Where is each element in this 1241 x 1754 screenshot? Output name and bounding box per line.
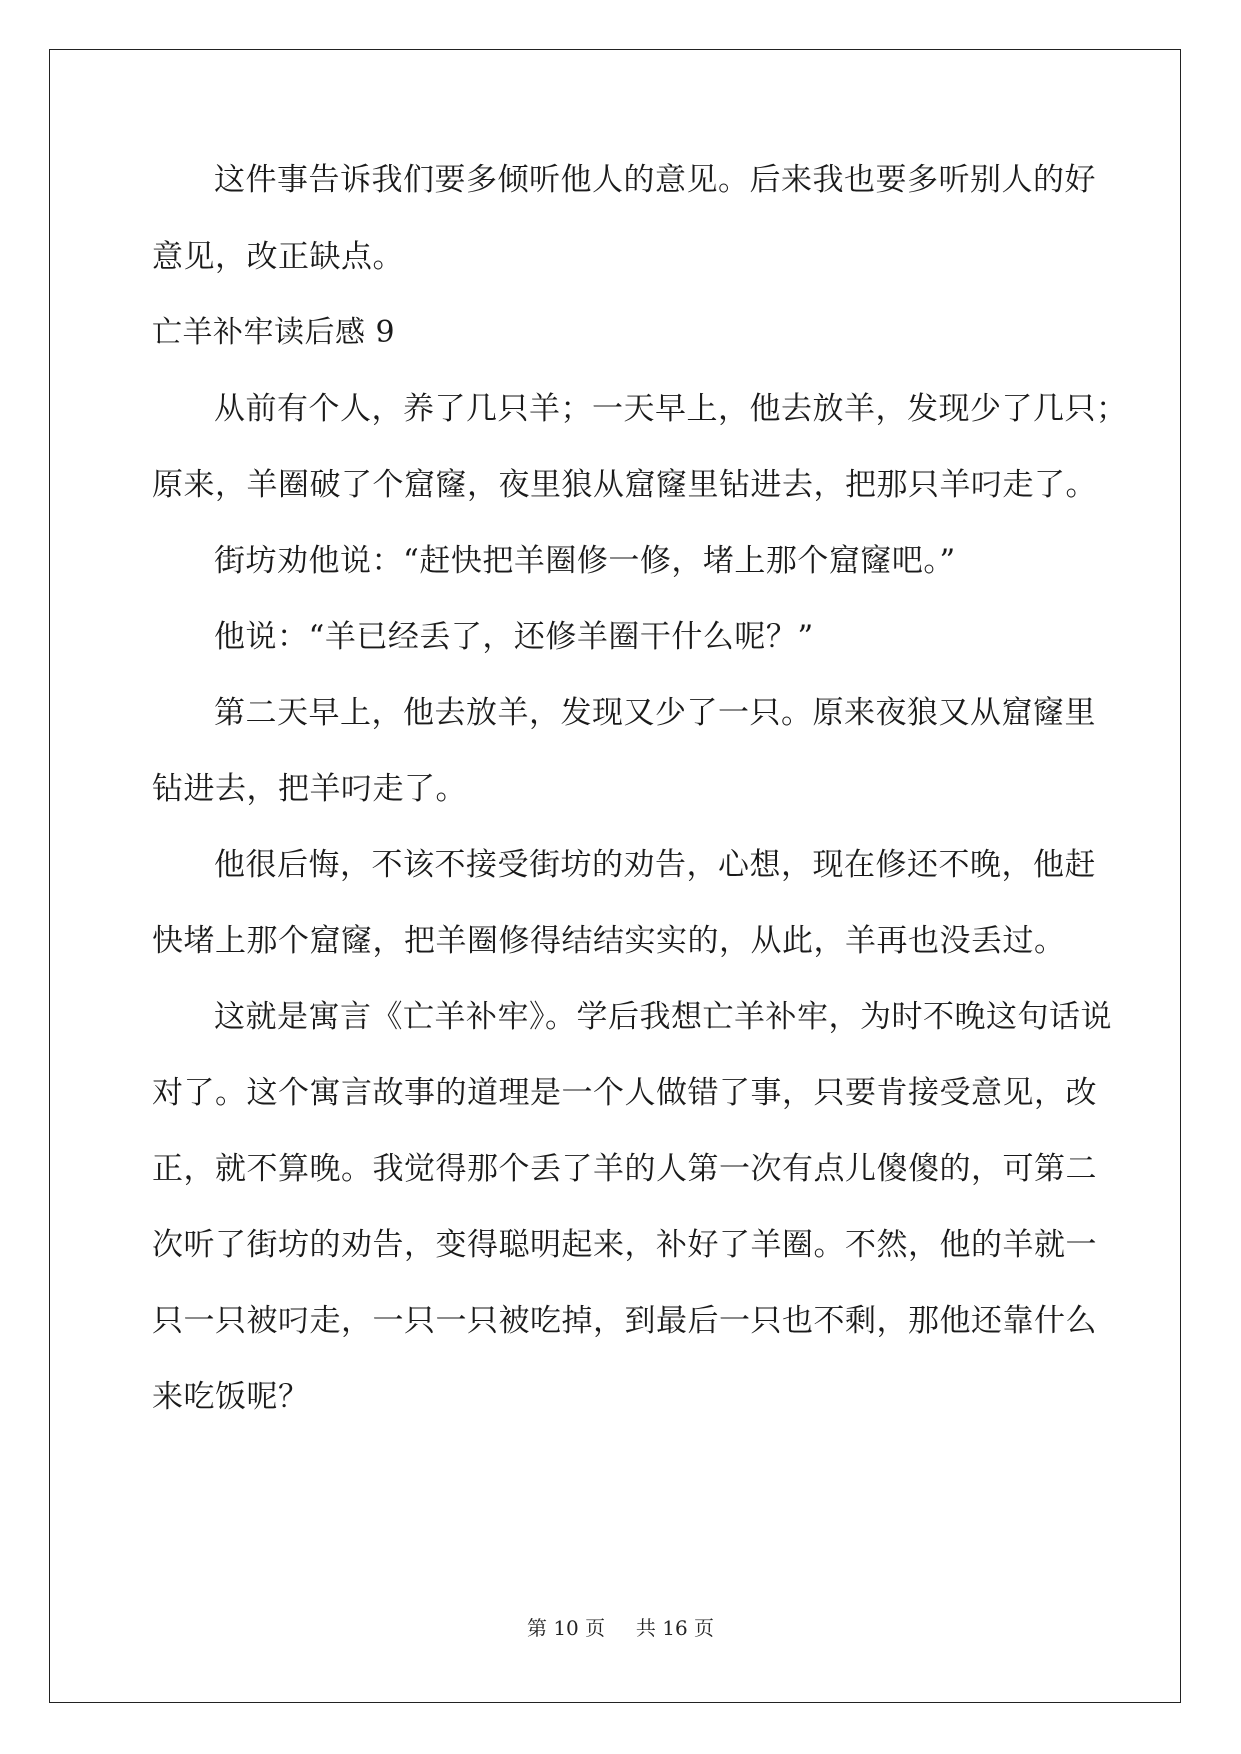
paragraph-line: 他很后悔，不该不接受街坊的劝告，心想，现在修还不晚，他赶	[214, 847, 1096, 883]
paragraph-line: 只一只被叼走，一只一只被吃掉，到最后一只也不剩，那他还靠什么	[152, 1303, 1097, 1339]
paragraph-line: 从前有个人，养了几只羊；一天早上，他去放羊，发现少了几只；	[214, 391, 1128, 427]
page-footer	[0, 1612, 1241, 1641]
paragraph-line: 原来，羊圈破了个窟窿，夜里狼从窟窿里钻进去，把那只羊叼走了。	[152, 467, 1097, 503]
paragraph-line: 钻进去，把羊叼走了。	[152, 771, 467, 807]
paragraph-line: 快堵上那个窟窿，把羊圈修得结结实实的，从此，羊再也没丢过。	[152, 923, 1066, 959]
paragraph-line: 对了。这个寓言故事的道理是一个人做错了事，只要肯接受意见，改	[152, 1075, 1097, 1111]
paragraph-line: 来吃饭呢？	[152, 1379, 310, 1415]
paragraph-line: 这就是寓言《亡羊补牢》。学后我想亡羊补牢，为时不晚这句话说	[214, 999, 1112, 1035]
section-heading: 亡羊补牢读后感 9	[152, 315, 396, 350]
current-page-number: 第 10 页	[526, 1616, 606, 1640]
paragraph-line: 第二天早上，他去放羊，发现又少了一只。原来夜狼又从窟窿里	[214, 695, 1096, 731]
paragraph-line: 他说：“羊已经丢了，还修羊圈干什么呢？”	[214, 619, 814, 655]
paragraph-line: 次听了街坊的劝告，变得聪明起来，补好了羊圈。不然，他的羊就一	[152, 1227, 1097, 1263]
paragraph-line: 这件事告诉我们要多倾听他人的意见。后来我也要多听别人的好	[214, 162, 1096, 198]
document-body	[152, 160, 1128, 1417]
total-page-count: 共 16 页	[635, 1616, 715, 1640]
paragraph-line: 街坊劝他说：“赶快把羊圈修一修，堵上那个窟窿吧。”	[214, 543, 956, 579]
paragraph-line: 正，就不算晚。我觉得那个丢了羊的人第一次有点儿傻傻的，可第二	[152, 1151, 1097, 1187]
paragraph-line: 意见，改正缺点。	[152, 239, 404, 275]
